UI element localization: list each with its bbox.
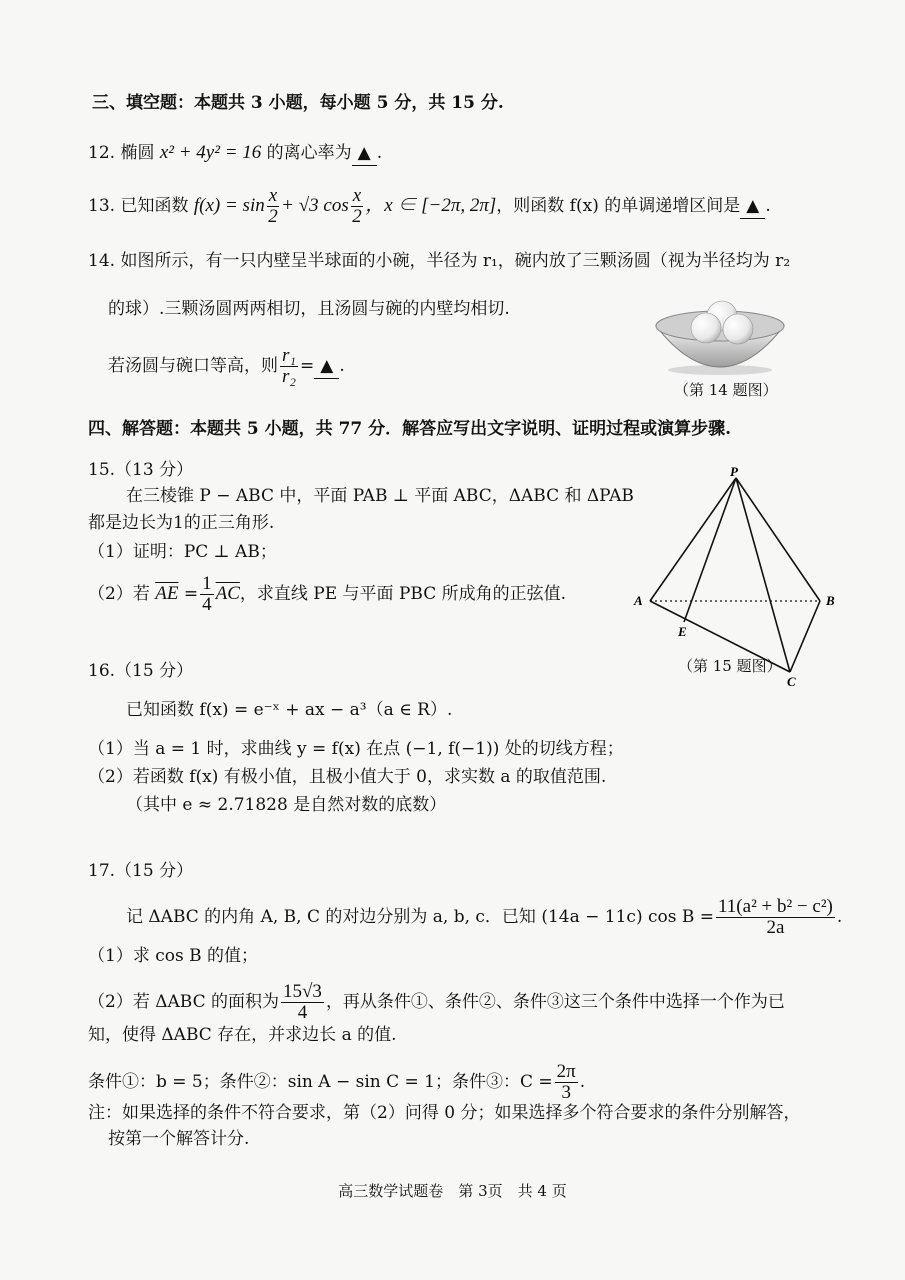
q17-line-1 [126, 897, 905, 938]
q16-part-1: （1）当 a = 1 时，求曲线 y = f(x) 在点 (−1, f(−1)) 处的切线方程； [88, 739, 624, 759]
q17-frac-den: 2a [766, 917, 785, 938]
label-e: E [678, 624, 687, 639]
q15-vector-ac: $\overline{AC}$ [215, 583, 240, 604]
edge-pa [650, 478, 736, 601]
q15-frac-num: 1 [202, 573, 212, 594]
ball-left [691, 313, 721, 343]
q15-frac-den: 4 [202, 594, 212, 615]
q15-part2-text: ，求直线 PE 与平面 PBC 所成角的正弦值. [239, 584, 567, 604]
q17-part-2 [88, 982, 905, 1023]
q17-part-1: （1）求 cos B 的值； [88, 946, 258, 966]
q17-statement: 记 ΔABC 的内角 A, B, C 的对边分别为 a, b, c．已知 (14a − 11c) cos B = [126, 907, 715, 927]
q12-number: 12. [88, 143, 116, 163]
q13-answer-blank: ▲ [740, 194, 765, 219]
q13-number: 13. [88, 196, 116, 216]
q17-cond-end: . [579, 1072, 586, 1092]
q12-text: 椭圆 [120, 143, 155, 163]
q15-line-1: 在三棱锥 P − ABC 中，平面 PAB ⊥ 平面 ABC，ΔABC 和 ΔPAB [126, 486, 634, 506]
q13-fraction-2 [351, 186, 363, 227]
q17-part-2-cont: 知，使得 ΔABC 存在，并求边长 a 的值. [88, 1025, 397, 1045]
q17-area-fraction [281, 982, 324, 1023]
q17-fraction [716, 897, 835, 938]
page-footer: 高三数学试题卷 第 3页 共 4 页 [338, 1182, 567, 1200]
q15-vector-ae: $\overline{AE}$ [155, 583, 179, 604]
q15-header: 15.（13 分） [88, 460, 194, 480]
q13-fraction-1 [267, 186, 279, 227]
q14-text: 若汤圆与碗口等高，则 [108, 356, 278, 376]
q17-cond-den: 3 [561, 1082, 571, 1103]
figure-15-caption: （第 15 题图） [678, 657, 782, 675]
q16-line-1: 已知函数 f(x) = e⁻ˣ + ax − a³（a ∈ R）. [126, 700, 453, 720]
q14-fraction [280, 346, 298, 387]
q17-conditions-text: 条件①：b = 5；条件②：sin A − sin C = 1；条件③：C = [88, 1072, 553, 1092]
q17-part2-prefix: （2）若 ΔABC 的面积为 [88, 992, 279, 1012]
bowl-figure [650, 288, 790, 376]
q14-line-1: 14. 如图所示，有一只内壁呈半球面的小碗，半径为 r₁，碗内放了三颗汤圆（视为半径均为 r₂ [88, 251, 791, 271]
q13-text-b: ，则函数 f(x) 的单调递增区间是 [496, 196, 741, 216]
figure-14-caption: （第 14 题图） [674, 381, 778, 399]
label-b: B [826, 593, 835, 608]
q14-frac-den: r₂ [282, 366, 296, 387]
q14-line-2: 的球）.三颗汤圆两两相切，且汤圆与碗的内壁均相切. [108, 299, 510, 319]
q14-frac-num: r₁ [282, 345, 296, 366]
q13-text: 已知函数 [120, 196, 189, 216]
q17-part2-text: ，再从条件①、条件②、条件③这三个条件中选择一个作为已 [325, 992, 785, 1012]
q17-header: 17.（15 分） [88, 861, 194, 881]
q15-fraction [200, 574, 214, 615]
q13-end: . [765, 196, 771, 216]
q17-cond-num: 2π [556, 1061, 576, 1082]
ball-right [723, 314, 753, 344]
section-3-title: 三、填空题：本题共 3 小题，每小题 5 分，共 15 分. [92, 93, 504, 113]
q15-line-2: 都是边长为1的正三角形. [88, 513, 275, 533]
q17-area-num: 15√3 [283, 981, 322, 1002]
q16-part-2: （2）若函数 f(x) 有极小值，且极小值大于 0，求实数 a 的取值范围. [88, 767, 607, 787]
q15-part-1: （1）证明：PC ⊥ AB； [88, 542, 277, 562]
q14-end: . [339, 356, 345, 376]
edge-pc [736, 478, 790, 672]
q13-function: f(x) = sin [193, 195, 265, 216]
q12-text-b: 的离心率为 [266, 143, 352, 163]
q17-conditions [88, 1062, 905, 1103]
q14-equals: = [300, 356, 315, 376]
q17-end: . [836, 907, 843, 927]
q13-frac2-num: x [352, 185, 362, 206]
question-13 [88, 186, 905, 227]
label-a: A [634, 593, 643, 608]
q13-mid: + √3 cos [281, 195, 349, 216]
q12-equation: x² + 4y² = 16 [159, 142, 262, 163]
q16-header: 16.（15 分） [88, 661, 194, 681]
q12-answer-blank: ▲ [352, 141, 377, 166]
q17-frac-num: 11(a² + b² − c²) [718, 896, 833, 917]
label-p: P [730, 464, 738, 479]
q13-frac2-den: 2 [352, 206, 362, 227]
q15-equals: = [183, 584, 199, 604]
section-4-title: 四、解答题：本题共 5 小题，共 77 分．解答应写出文字说明、证明过程或演算步骤. [88, 419, 732, 439]
q17-note-1: 注：如果选择的条件不符合要求，第（2）问得 0 分；如果选择多个符合要求的条件分别解答， [88, 1103, 801, 1123]
q13-frac1-num: x [268, 185, 278, 206]
q17-note-2: 按第一个解答计分. [108, 1129, 250, 1149]
q16-note: （其中 e ≈ 2.71828 是自然对数的底数） [126, 795, 447, 815]
q15-part2-prefix: （2）若 [88, 584, 150, 604]
q17-cond-fraction [555, 1062, 578, 1103]
q13-domain: ，x ∈ [−2π, 2π] [365, 195, 497, 216]
q14-answer-blank: ▲ [314, 354, 339, 379]
q13-frac1-den: 2 [268, 206, 278, 227]
label-c: C [787, 674, 796, 689]
question-12 [88, 141, 905, 166]
q12-end: . [376, 143, 383, 163]
q17-area-den: 4 [297, 1002, 308, 1023]
edge-pb [736, 478, 820, 601]
